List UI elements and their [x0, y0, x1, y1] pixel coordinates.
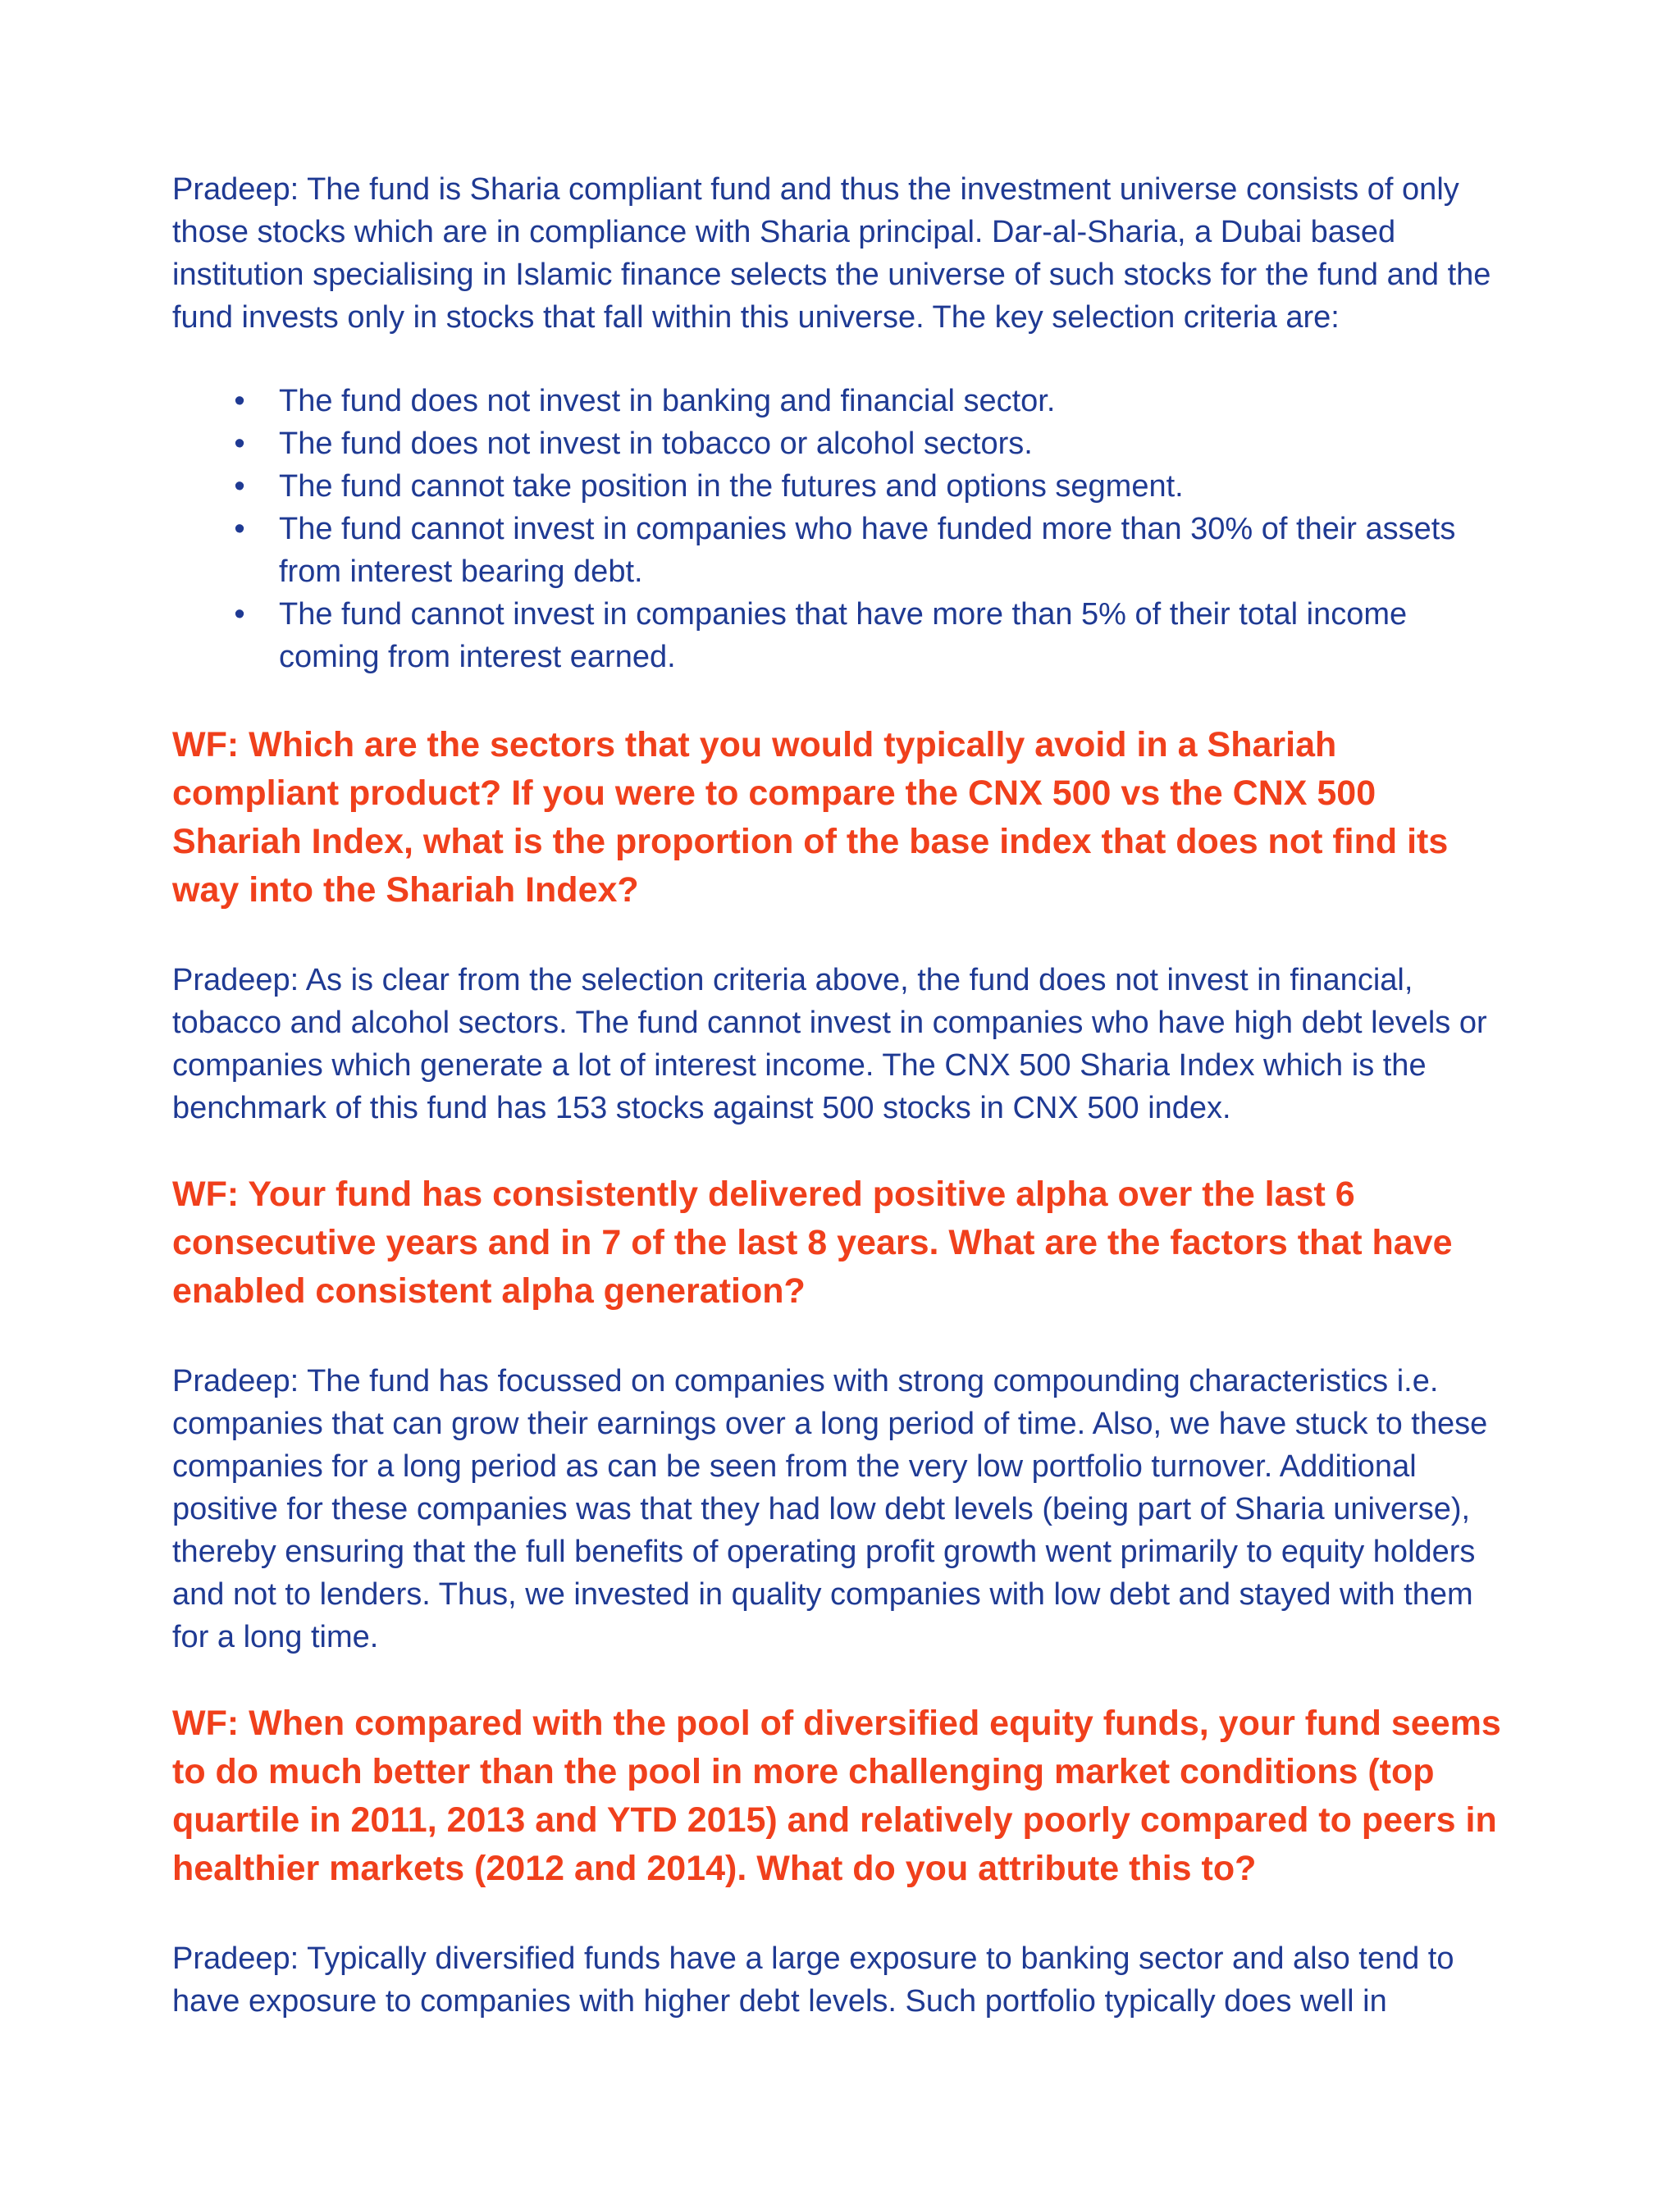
list-item-text: The fund does not invest in banking and financial sector. [279, 384, 1056, 418]
list-item [172, 422, 1509, 465]
list-item [172, 593, 1509, 678]
list-item [172, 508, 1509, 593]
list-item [172, 380, 1509, 422]
answer-paragraph-1: Pradeep: The fund is Sharia compliant fund and thus the investment universe consists of only those stocks which are in compliance with Sharia principal. Dar-al-Sharia, a Dubai based institution specialising in Islamic finance selects the universe of such stocks for the fund and the fund invests only in stocks that fall within this universe. The key selection criteria are: [172, 172, 1491, 335]
answer-paragraph-2: Pradeep: As is clear from the selection criteria above, the fund does not invest in financial, tobacco and alcohol sectors. The fund cannot invest in companies who have high debt levels or companies which generate a lot of interest income. The CNX 500 Sharia Index which is the benchmark of this fund has 153 stocks against 500 stocks in CNX 500 index. [172, 963, 1487, 1125]
list-item-text: The fund does not invest in tobacco or alcohol sectors. [279, 427, 1033, 461]
interview-question-3: WF: When compared with the pool of diversified equity funds, your fund seems to do much better than the pool in more challenging market conditions (top quartile in 2011, 2013 and YTD 2015) and relatively poorly compared to peers in healthier markets (2012 and 2014). What do you attribute this to? [172, 1704, 1501, 1888]
list-item [172, 465, 1509, 508]
list-item-text: The fund cannot take position in the futures and options segment. [279, 469, 1184, 504]
interview-question-1: WF: Which are the sectors that you would typically avoid in a Shariah compliant product? If you were to compare the CNX 500 vs the CNX 500 Shariah Index, what is the proportion of the base index that does not find its way into the Shariah Index? [172, 725, 1449, 910]
list-item-text: The fund cannot invest in companies that have more than 5% of their total income coming from interest earned. [279, 597, 1408, 674]
interview-question-2: WF: Your fund has consistently delivered positive alpha over the last 6 consecutive years and in 7 of the last 8 years. What are the factors that have enabled consistent alpha generation? [172, 1175, 1453, 1311]
bullet-icon: • [234, 597, 245, 632]
list-item-text: The fund cannot invest in companies who have funded more than 30% of their assets from interest bearing debt. [279, 512, 1456, 589]
bullet-icon: • [234, 469, 245, 504]
answer-paragraph-3: Pradeep: The fund has focussed on companies with strong compounding characteristics i.e. companies that can grow their earnings over a long period of time. Also, we have stuck to these companies for a long period as can be seen from the very low portfolio turnover. Additional positive for these companies was that they had low debt levels (being part of Sharia universe), thereby ensuring that the full benefits of operating profit growth went primarily to equity holders and not to lenders. Thus, we invested in quality companies with low debt and stayed with them for a long time. [172, 1364, 1488, 1654]
bullet-icon: • [234, 384, 245, 418]
bullet-icon: • [234, 512, 245, 546]
bullet-icon: • [234, 427, 245, 461]
document-page [172, 168, 1509, 2064]
answer-paragraph-4: Pradeep: Typically diversified funds have a large exposure to banking sector and also tend to have exposure to companies with higher debt levels. Such portfolio typically does well in [172, 1941, 1454, 2019]
selection-criteria-list [172, 380, 1509, 678]
